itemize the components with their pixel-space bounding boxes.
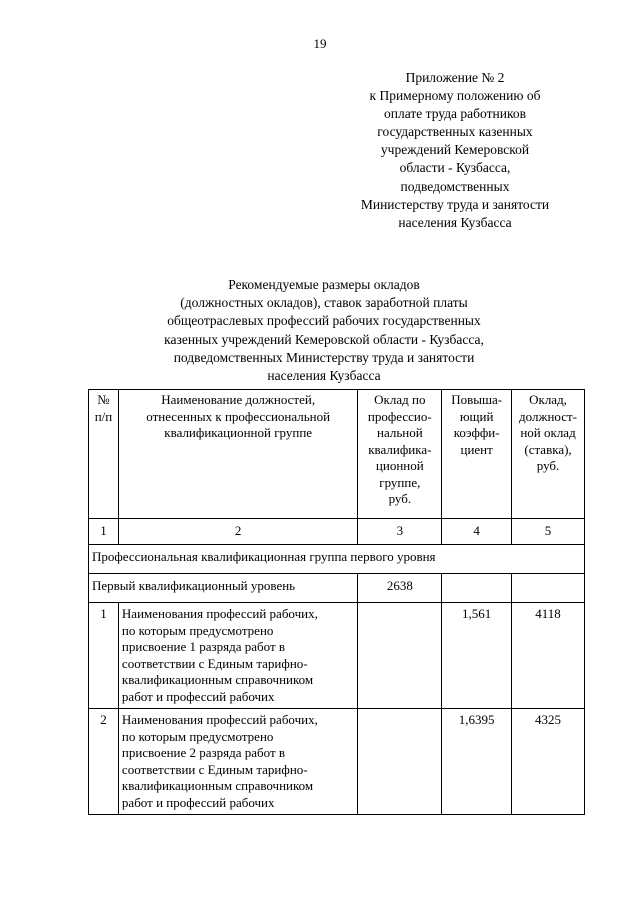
row-number: 2 — [89, 709, 119, 815]
appendix-line: Приложение № 2 — [405, 70, 505, 85]
page-number: 19 — [313, 36, 327, 51]
empty-cell — [512, 574, 585, 603]
row-number: 1 — [89, 603, 119, 709]
empty-cell — [358, 603, 442, 709]
row-description: Наименования профессий рабочих, по которым предусмотрено присвоение 2 разряда работ в соответствии с Единым тарифно- квалификационным справочником работ и профессий рабочих — [118, 709, 358, 815]
column-number: 3 — [358, 519, 442, 545]
row-description: Наименования профессий рабочих, по которым предусмотрено присвоение 1 разряда работ в соответствии с Единым тарифно- квалификационным справочником работ и профессий рабочих — [118, 603, 358, 709]
empty-cell — [442, 574, 512, 603]
table-header-row — [89, 390, 585, 519]
level-name: Первый квалификационный уровень — [89, 574, 358, 603]
header-cell-group-salary: Оклад по профессио- нальной квалифика- ционной группе, руб. — [358, 390, 442, 519]
appendix-line: населения Кузбасса — [398, 214, 512, 230]
row-coefficient: 1,561 — [442, 603, 512, 709]
table-row — [89, 603, 585, 709]
group-title-row — [89, 545, 585, 574]
title-line: (должностных окладов), ставок заработной платы — [180, 295, 468, 311]
title-line: населения Кузбасса — [267, 368, 381, 384]
header-cell-position-name: Наименование должностей, отнесенных к профессиональной квалификационной группе — [118, 390, 358, 519]
header-cell-number: № п/п — [89, 390, 119, 519]
table-row — [89, 709, 585, 815]
appendix-block — [345, 69, 565, 232]
row-coefficient: 1,6395 — [442, 709, 512, 815]
title-line: казенных учреждений Кемеровской области - Кузбасса, — [164, 331, 484, 347]
appendix-line: учреждений Кемеровской — [380, 142, 530, 158]
appendix-line: области - Кузбасса, — [399, 160, 511, 176]
level-row — [89, 574, 585, 603]
column-number: 1 — [89, 519, 119, 545]
appendix-line: государственных казенных — [377, 124, 533, 140]
salary-table — [88, 389, 585, 815]
column-number: 2 — [118, 519, 358, 545]
appendix-line: к Примерному положению об — [369, 88, 541, 104]
row-salary: 4325 — [512, 709, 585, 815]
level-salary: 2638 — [358, 574, 442, 603]
title-line: подведомственных Министерству труда и занятости — [173, 349, 475, 365]
empty-cell — [358, 709, 442, 815]
appendix-line: оплате труда работников — [384, 106, 526, 122]
header-cell-coefficient: Повыша- ющий коэффи- циент — [442, 390, 512, 519]
title-line: общеотраслевых профессий рабочих государственных — [167, 313, 481, 329]
column-number: 5 — [512, 519, 585, 545]
column-number-row — [89, 519, 585, 545]
document-title — [90, 276, 558, 385]
row-salary: 4118 — [512, 603, 585, 709]
title-line: Рекомендуемые размеры окладов — [228, 277, 420, 292]
appendix-line: Министерству труда и занятости — [360, 196, 550, 212]
appendix-line: подведомственных — [400, 178, 510, 194]
header-cell-salary: Оклад, должност- ной оклад (ставка), руб. — [512, 390, 585, 519]
group-title: Профессиональная квалификационная группа первого уровня — [89, 545, 585, 574]
column-number: 4 — [442, 519, 512, 545]
